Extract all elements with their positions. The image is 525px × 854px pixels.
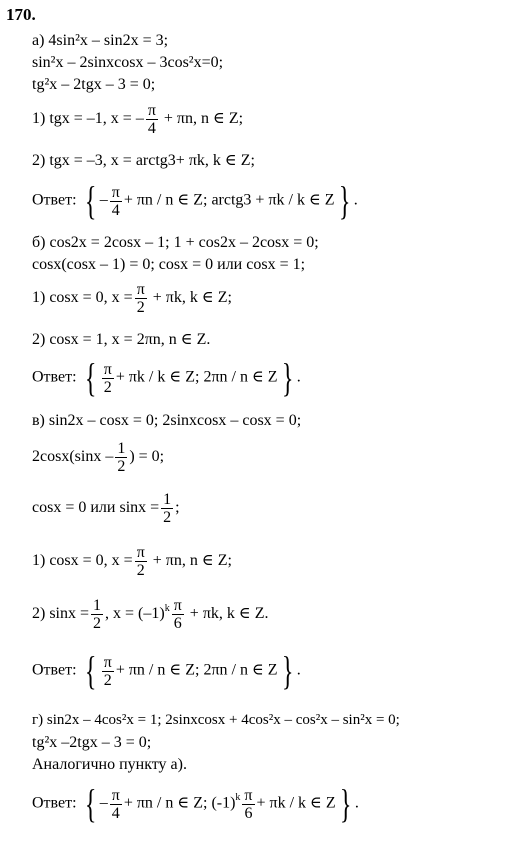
fraction-numerator: π: [173, 597, 182, 614]
part-v-case-2-pre: 2) sinx =: [32, 605, 90, 623]
part-a-case-1: [32, 102, 243, 137]
answer-end: .: [296, 368, 301, 386]
fraction-denominator: 2: [93, 615, 102, 632]
fraction-denominator: 4: [111, 804, 120, 822]
fraction: [102, 654, 114, 689]
part-b-case-1-pre: 1) cosx = 0, x =: [32, 289, 133, 307]
part-b-case-1-post: + πk, k ∈ Z;: [152, 289, 232, 307]
part-a-case-1-pre: 1) tgx = –1, x = –: [32, 110, 144, 128]
part-g-line-2: tg²x –2tgx – 3 = 0;: [32, 734, 152, 751]
fraction-numerator: π: [103, 653, 112, 671]
part-a-line-1: а) 4sin²x – sin2x = 3;: [32, 32, 169, 49]
part-a-answer: [32, 178, 358, 223]
answer-end: .: [353, 191, 358, 209]
fraction-denominator: 6: [244, 804, 253, 822]
part-a-case-2: 2) tgx = –3, x = arctg3+ πk, k ∈ Z;: [32, 152, 255, 169]
part-v-case-2: [32, 597, 269, 632]
answer-body: + πn / n ∈ Z; 2πn / n ∈ Z: [115, 661, 278, 679]
fraction: [110, 787, 122, 822]
fraction: [115, 440, 127, 475]
fraction: [91, 597, 103, 632]
part-v-line-2-pre: 2cosx(sinx –: [32, 448, 114, 466]
fraction: [146, 102, 158, 137]
part-v-case-1: [32, 544, 232, 579]
part-b-answer: [32, 355, 301, 400]
fraction-numerator: 1: [163, 491, 172, 508]
right-brace: }: [281, 355, 293, 400]
problem-number: 170.: [6, 5, 36, 24]
part-v-case-2-mid: , x = (–1): [105, 605, 165, 623]
part-v-line-1: в) sin2x – cosx = 0; 2sinxcosx – cosx = 0;: [32, 412, 302, 429]
answer-body: + πk / k ∈ Z: [256, 794, 336, 812]
fraction-denominator: 4: [147, 120, 156, 137]
exponent: k: [164, 602, 170, 614]
fraction: [135, 544, 147, 579]
fraction: [161, 491, 173, 526]
fraction-denominator: 2: [136, 562, 145, 579]
fraction-numerator: π: [244, 786, 253, 804]
answer-label: Ответ:: [32, 661, 77, 679]
answer-end: .: [354, 794, 359, 812]
answer-end: .: [296, 661, 301, 679]
fraction: [102, 361, 114, 396]
part-g-answer: [32, 781, 359, 826]
left-brace: {: [84, 355, 96, 400]
fraction-denominator: 2: [163, 509, 172, 526]
part-v-case-1-pre: 1) cosx = 0, x =: [32, 552, 133, 570]
part-b-line-2: cosx(cosx – 1) = 0; cosx = 0 или cosx = 1;: [32, 256, 306, 273]
answer-mid: + πn / n ∈ Z; (-1): [123, 794, 236, 812]
fraction: [135, 281, 147, 316]
answer-label: Ответ:: [32, 368, 77, 386]
fraction-denominator: 2: [103, 378, 112, 396]
part-g-line-3: Аналогично пункту а).: [32, 756, 187, 773]
part-a-line-3: tg²x – 2tgx – 3 = 0;: [32, 76, 156, 93]
part-v-line-2-post: ) = 0;: [129, 448, 165, 466]
fraction-numerator: π: [103, 360, 112, 378]
fraction-numerator: π: [136, 544, 145, 561]
answer-label: Ответ:: [32, 794, 77, 812]
fraction-denominator: 6: [173, 615, 182, 632]
exponent: k: [235, 792, 241, 804]
part-b-case-2: 2) cosx = 1, x = 2πn, n ∈ Z.: [32, 331, 211, 348]
part-v-line-3: [32, 491, 180, 526]
right-brace: }: [338, 178, 350, 223]
answer-body: + πk / k ∈ Z; 2πn / n ∈ Z: [115, 368, 278, 386]
fraction-denominator: 2: [136, 299, 145, 316]
fraction-numerator: π: [136, 281, 145, 298]
right-brace: }: [281, 648, 293, 693]
fraction: [110, 184, 122, 219]
fraction-denominator: 2: [117, 458, 126, 475]
part-v-answer: [32, 648, 301, 693]
fraction-numerator: π: [147, 102, 156, 119]
fraction-numerator: 1: [117, 440, 126, 457]
answer-label: Ответ:: [32, 191, 77, 209]
left-brace: {: [84, 178, 96, 223]
part-a-line-2: sin²x – 2sinxcosx – 3cos²x=0;: [32, 54, 224, 71]
fraction-numerator: π: [111, 786, 120, 804]
part-g-line-1: г) sin2x – 4cos²x = 1; 2sinxcosx + 4cos²x – cos²x – sin²x = 0;: [32, 712, 400, 728]
left-brace: {: [84, 781, 96, 826]
part-v-line-3-post: ;: [175, 499, 180, 517]
part-b-case-1: [32, 281, 232, 316]
fraction-denominator: 2: [103, 671, 112, 689]
answer-pre: –: [99, 191, 108, 209]
fraction-numerator: 1: [93, 597, 102, 614]
part-v-case-2-post: + πk, k ∈ Z.: [189, 605, 269, 623]
answer-body: + πn / n ∈ Z; arctg3 + πk / k ∈ Z: [123, 191, 335, 209]
part-v-case-1-post: + πn, n ∈ Z;: [152, 552, 232, 570]
left-brace: {: [84, 648, 96, 693]
fraction: [172, 597, 184, 632]
answer-pre: –: [99, 794, 108, 812]
fraction: [242, 787, 254, 822]
part-a-case-1-post: + πn, n ∈ Z;: [163, 110, 244, 128]
part-v-line-2: [32, 440, 164, 475]
part-v-line-3-pre: cosx = 0 или sinx =: [32, 499, 160, 517]
part-b-line-1: б) cos2x = 2cosx – 1; 1 + cos2x – 2cosx = 0;: [32, 234, 319, 251]
fraction-denominator: 4: [111, 201, 120, 219]
right-brace: }: [339, 781, 352, 826]
fraction-numerator: π: [111, 183, 120, 201]
